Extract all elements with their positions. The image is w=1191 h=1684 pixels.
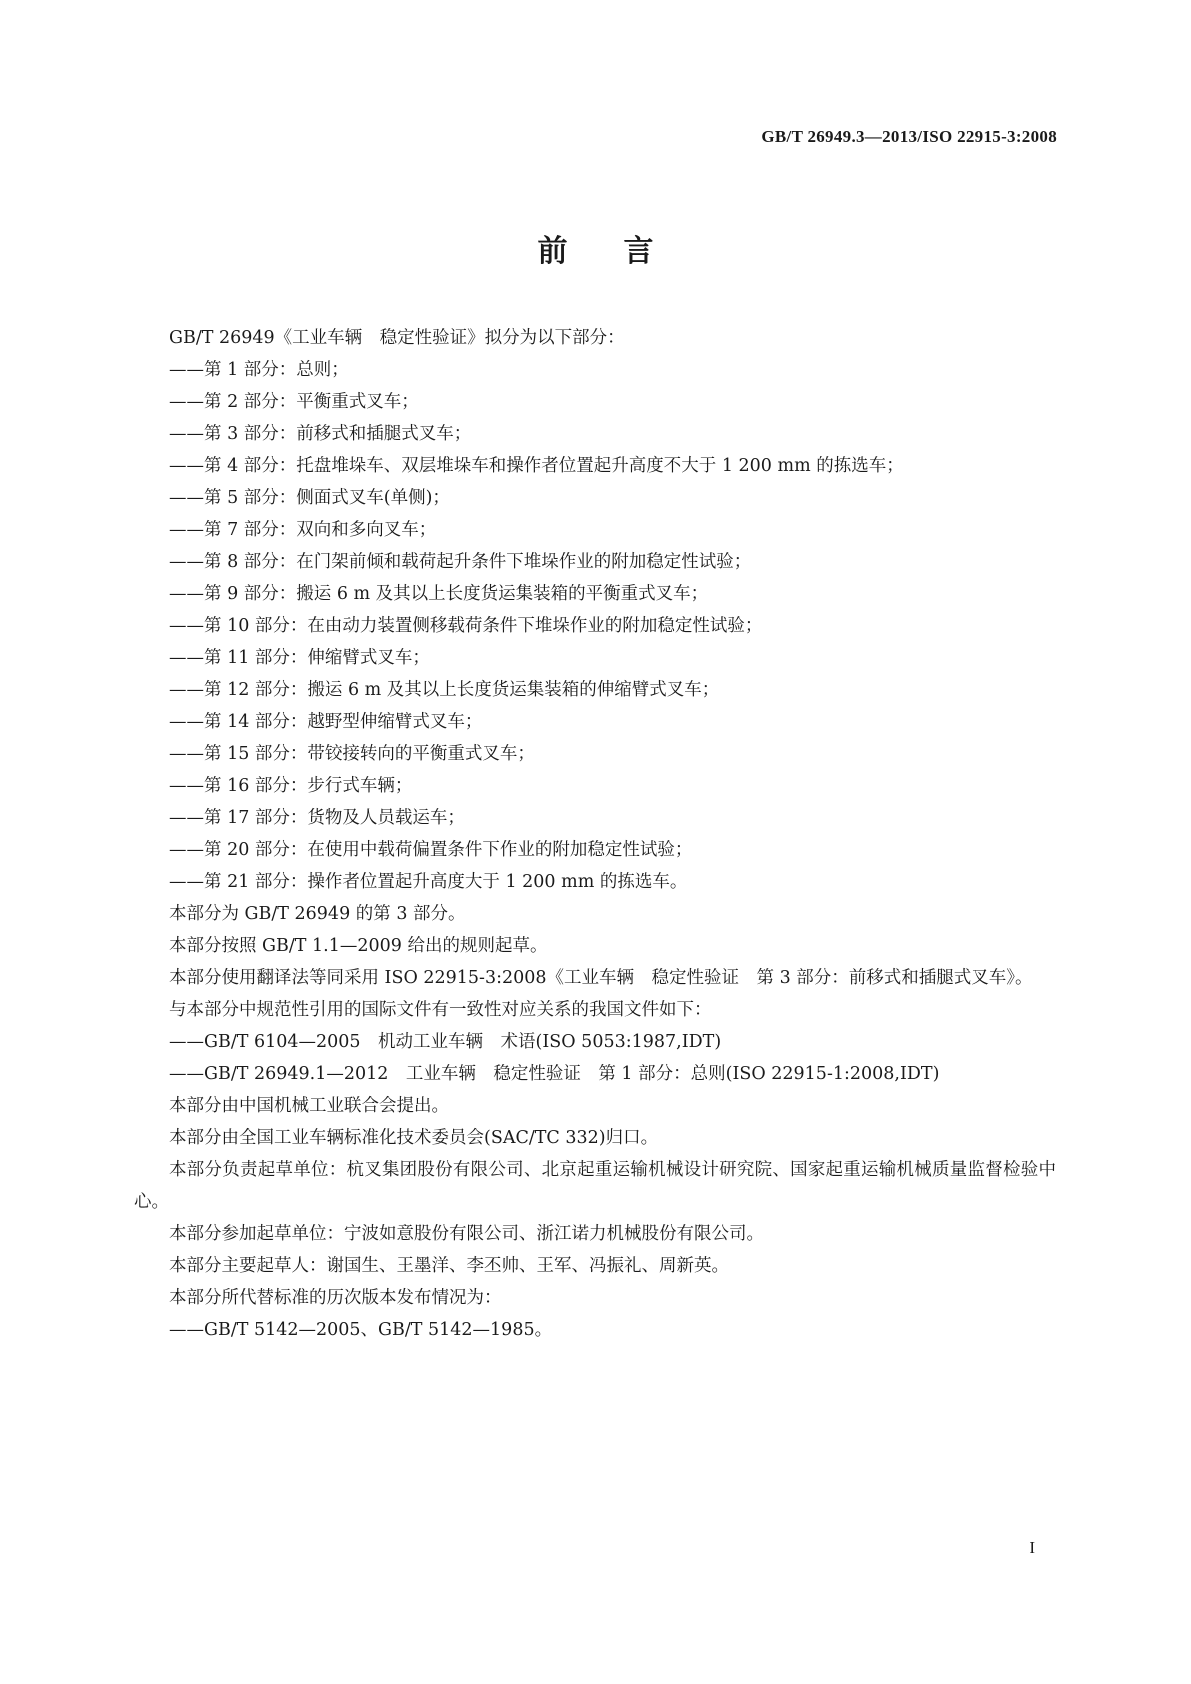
document-body	[134, 322, 1056, 1346]
list-item: ——GB/T 6104—2005 机动工业车辆 术语(ISO 5053:1987,IDT)	[169, 1032, 722, 1052]
list-item: ——第 10 部分：在由动力装置侧移载荷条件下堆垛作业的附加稳定性试验；	[169, 616, 763, 636]
list-item: ——第 14 部分：越野型伸缩臂式叉车；	[169, 712, 483, 732]
paragraph: 本部分负责起草单位：杭叉集团股份有限公司、北京起重运输机械设计研究院、国家起重运输机械质量监督检验中心。	[134, 1160, 1056, 1212]
paragraph: 本部分使用翻译法等同采用 ISO 22915-3:2008《工业车辆 稳定性验证 第 3 部分：前移式和插腿式叉车》。	[169, 968, 1033, 988]
paragraph: 与本部分中规范性引用的国际文件有一致性对应关系的我国文件如下：	[169, 1000, 712, 1020]
page-title: 前言	[537, 234, 710, 269]
paragraph: 本部分按照 GB/T 1.1—2009 给出的规则起草。	[169, 936, 548, 956]
list-item: ——GB/T 26949.1—2012 工业车辆 稳定性验证 第 1 部分：总则(ISO 22915-1:2008,IDT)	[169, 1064, 940, 1084]
list-item: ——第 12 部分：搬运 6 m 及其以上长度货运集装箱的伸缩臂式叉车；	[169, 680, 720, 700]
list-item: ——第 16 部分：步行式车辆；	[169, 776, 413, 796]
list-item: ——第 2 部分：平衡重式叉车；	[169, 392, 419, 412]
paragraph: 本部分所代替标准的历次版本发布情况为：	[169, 1288, 502, 1308]
page-number: I	[1029, 1538, 1035, 1557]
paragraph: 本部分为 GB/T 26949 的第 3 部分。	[169, 904, 466, 924]
list-item: ——第 9 部分：搬运 6 m 及其以上长度货运集装箱的平衡重式叉车；	[169, 584, 709, 604]
standard-code-header: GB/T 26949.3—2013/ISO 22915-3:2008	[761, 127, 1057, 146]
list-item: ——第 8 部分：在门架前倾和载荷起升条件下堆垛作业的附加稳定性试验；	[169, 552, 752, 572]
paragraph: GB/T 26949《工业车辆 稳定性验证》拟分为以下部分：	[169, 328, 625, 348]
list-item: ——第 15 部分：带铰接转向的平衡重式叉车；	[169, 744, 535, 764]
paragraph: 本部分参加起草单位：宁波如意股份有限公司、浙江诺力机械股份有限公司。	[169, 1224, 764, 1244]
list-item: ——第 5 部分：侧面式叉车(单侧)；	[169, 488, 450, 508]
list-item: ——第 11 部分：伸缩臂式叉车；	[169, 648, 430, 668]
list-item: ——第 7 部分：双向和多向叉车；	[169, 520, 437, 540]
list-item: ——第 17 部分：货物及人员载运车；	[169, 808, 465, 828]
list-item: ——第 3 部分：前移式和插腿式叉车；	[169, 424, 472, 444]
paragraph: 本部分由全国工业车辆标准化技术委员会(SAC/TC 332)归口。	[169, 1128, 659, 1148]
list-item: ——第 4 部分：托盘堆垛车、双层堆垛车和操作者位置起升高度不大于 1 200 mm 的拣选车；	[169, 456, 904, 476]
list-item: ——GB/T 5142—2005、GB/T 5142—1985。	[169, 1320, 553, 1340]
list-item: ——第 1 部分：总则；	[169, 360, 349, 380]
paragraph: 本部分主要起草人：谢国生、王墨洋、李丕帅、王军、冯振礼、周新英。	[169, 1256, 729, 1276]
list-item: ——第 20 部分：在使用中载荷偏置条件下作业的附加稳定性试验；	[169, 840, 693, 860]
paragraph: 本部分由中国机械工业联合会提出。	[169, 1096, 449, 1116]
list-item: ——第 21 部分：操作者位置起升高度大于 1 200 mm 的拣选车。	[169, 872, 688, 892]
